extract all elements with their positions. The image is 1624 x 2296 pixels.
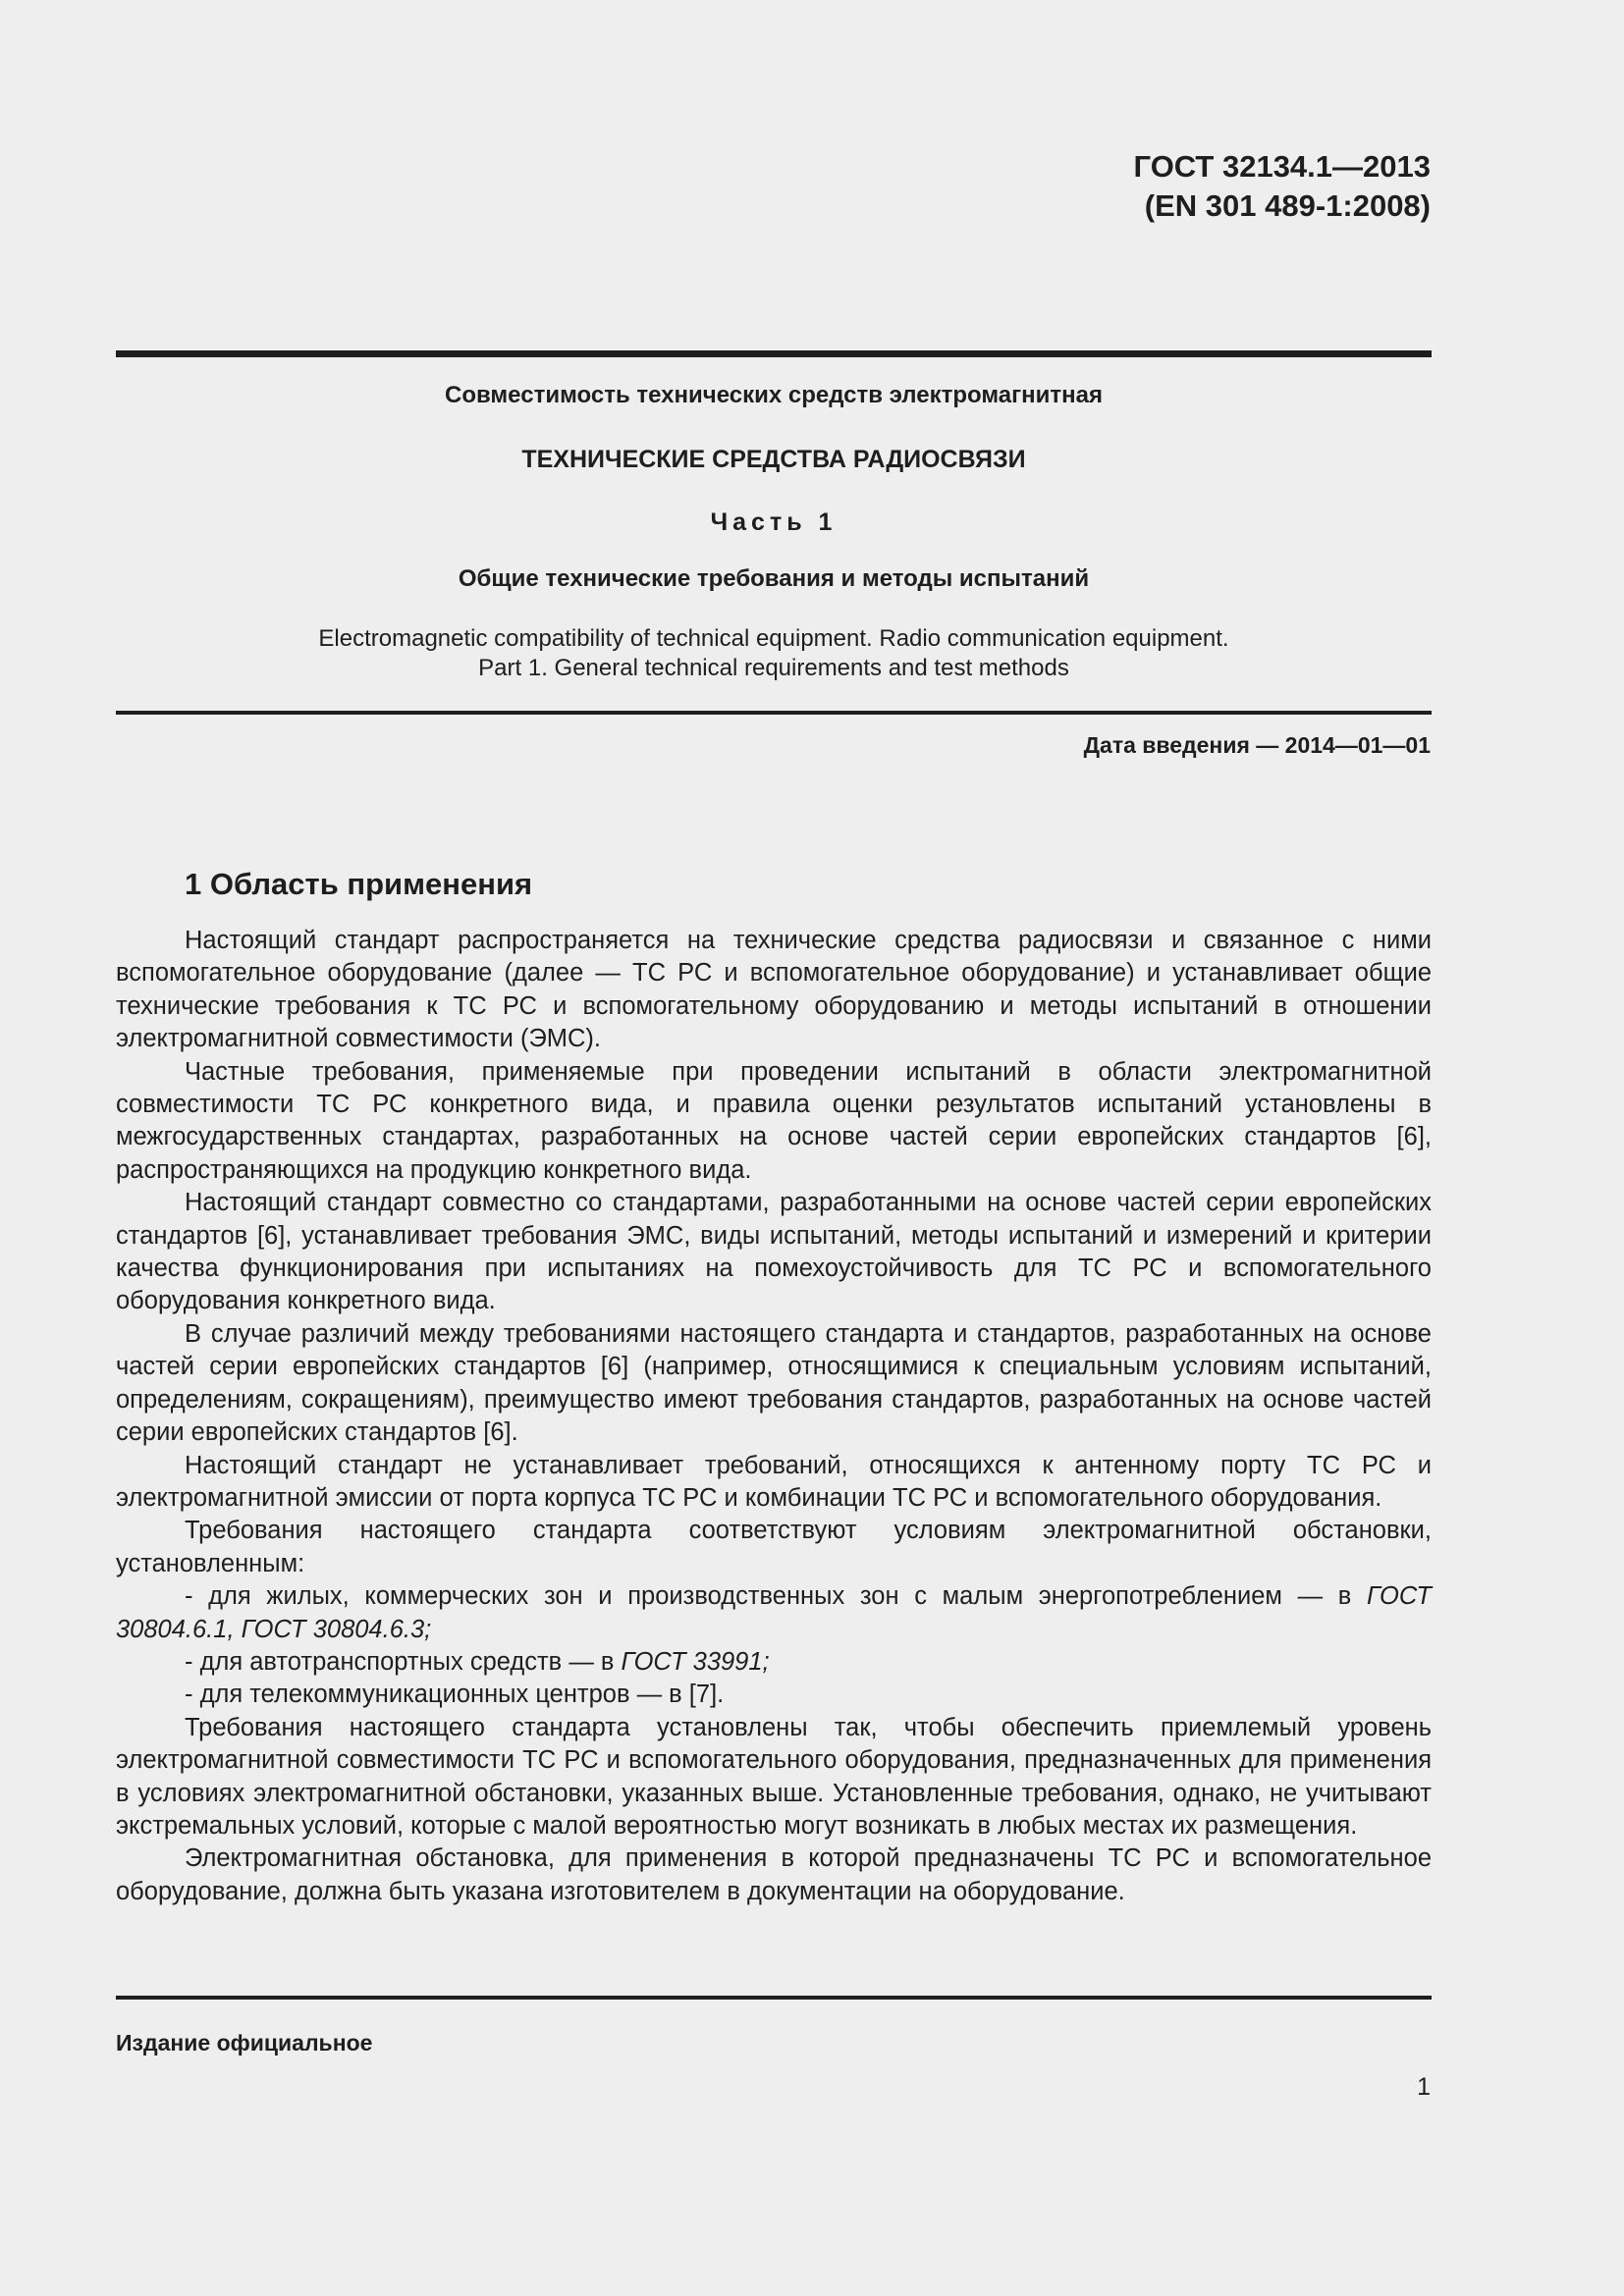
paragraph-1: Настоящий стандарт распространяется на технические средства радиосвязи и связанное с ними вспомогательное оборудование (далее — ТС РС и вспомогательное оборудование) и устанавливает общие технические требования к ТС РС и вспомогательному оборудованию и методы испытаний в отношении электромагнитной совместимости (ЭМС). — [116, 927, 1432, 1053]
paragraph-2: Частные требования, применяемые при проведении испытаний в области электромагнитной совместимости ТС РС конкретного вида, и правила оценки результатов испытаний установлены в межгосударственных стандартах, разработанных на основе частей серии европейских стандартов [6], распространяющихся на продукцию конкретного вида. — [116, 1057, 1432, 1184]
paragraph-4: В случае различий между требованиями настоящего стандарта и стандартов, разработанных на основе частей серии европейских стандартов [6] (например, относящимися к специальным условиям испытаний, определениям, сокращениям), преимущество имеют требования стандартов, разработанных на основе частей серии европейских стандартов [6]. — [116, 1319, 1432, 1447]
official-edition-label: Издание официальное — [116, 2030, 373, 2056]
paragraph-3: Настоящий стандарт совместно со стандартами, разработанными на основе частей серии европейских стандартов [6], устанавливает требования ЭМС, виды испытаний, методы испытаний и измерений и критерии качества функционирования при испытаниях на помехоустойчивость для ТС РС и вспомогательного оборудования конкретного вида. — [116, 1189, 1432, 1315]
document-part-name: Общие технические требования и методы испытаний — [458, 565, 1090, 592]
english-title — [116, 624, 1432, 683]
section-body — [116, 925, 1432, 1908]
list-item-2-text: - для автотранспортных средств — в — [185, 1647, 622, 1676]
title-bottom-rule — [116, 711, 1432, 715]
list-item-3: - для телекоммуникационных центров — в [7]. — [185, 1681, 725, 1709]
english-title-line-2: Part 1. General technical requirements and test methods — [478, 655, 1069, 681]
section-title: 1 Область применения — [185, 867, 533, 901]
document-number: ГОСТ 32134.1—2013 — [1133, 149, 1431, 184]
document-number-en: (EN 301 489-1:2008) — [1144, 188, 1431, 223]
list-item-1 — [116, 1580, 1432, 1646]
paragraph-5: Настоящий стандарт не устанавливает требований, относящихся к антенному порту ТС РС и электромагнитной эмиссии от порта корпуса ТС РС и комбинации ТС РС и вспомогательного оборудования. — [116, 1451, 1432, 1512]
paragraph-6: Требования настоящего стандарта соответствуют условиям электромагнитной обстановки, установленным: — [116, 1517, 1432, 1577]
paragraph-7: Требования настоящего стандарта установлены так, чтобы обеспечить приемлемый уровень электромагнитной совместимости ТС РС и вспомогательного оборудования, предназначенных для применения в условиях электромагнитной обстановки, указанных выше. Установленные требования, однако, не учитывают экстремальных условий, которые с малой вероятностью могут возникать в любых местах их размещения. — [116, 1713, 1432, 1840]
list-item-2-reference: ГОСТ 33991; — [621, 1647, 770, 1676]
list-item-1-text: - для жилых, коммерческих зон и производственных зон с малым энергопотреблением — в — [185, 1582, 1367, 1611]
document-number-block — [1134, 147, 1431, 226]
page-number: 1 — [1417, 2073, 1431, 2101]
top-rule — [116, 350, 1432, 357]
footer-rule — [116, 1996, 1432, 2000]
list-item-2 — [116, 1646, 1432, 1679]
paragraph-8: Электромагнитная обстановка, для применения в которой предназначены ТС РС и вспомогательное оборудование, должна быть указана изготовителем в документации на оборудование. — [116, 1844, 1432, 1905]
document-subtitle: Совместимость технических средств электромагнитная — [445, 382, 1103, 408]
document-title: ТЕХНИЧЕСКИЕ СРЕДСТВА РАДИОСВЯЗИ — [521, 446, 1026, 473]
list-item-1-reference: ГОСТ 30804.6.1, ГОСТ 30804.6.3; — [116, 1582, 1432, 1643]
document-part: Часть 1 — [710, 508, 838, 536]
introduction-date: Дата введения — 2014—01—01 — [1083, 732, 1431, 758]
english-title-line-1: Electromagnetic compatibility of technical equipment. Radio communication equipment. — [318, 625, 1229, 652]
